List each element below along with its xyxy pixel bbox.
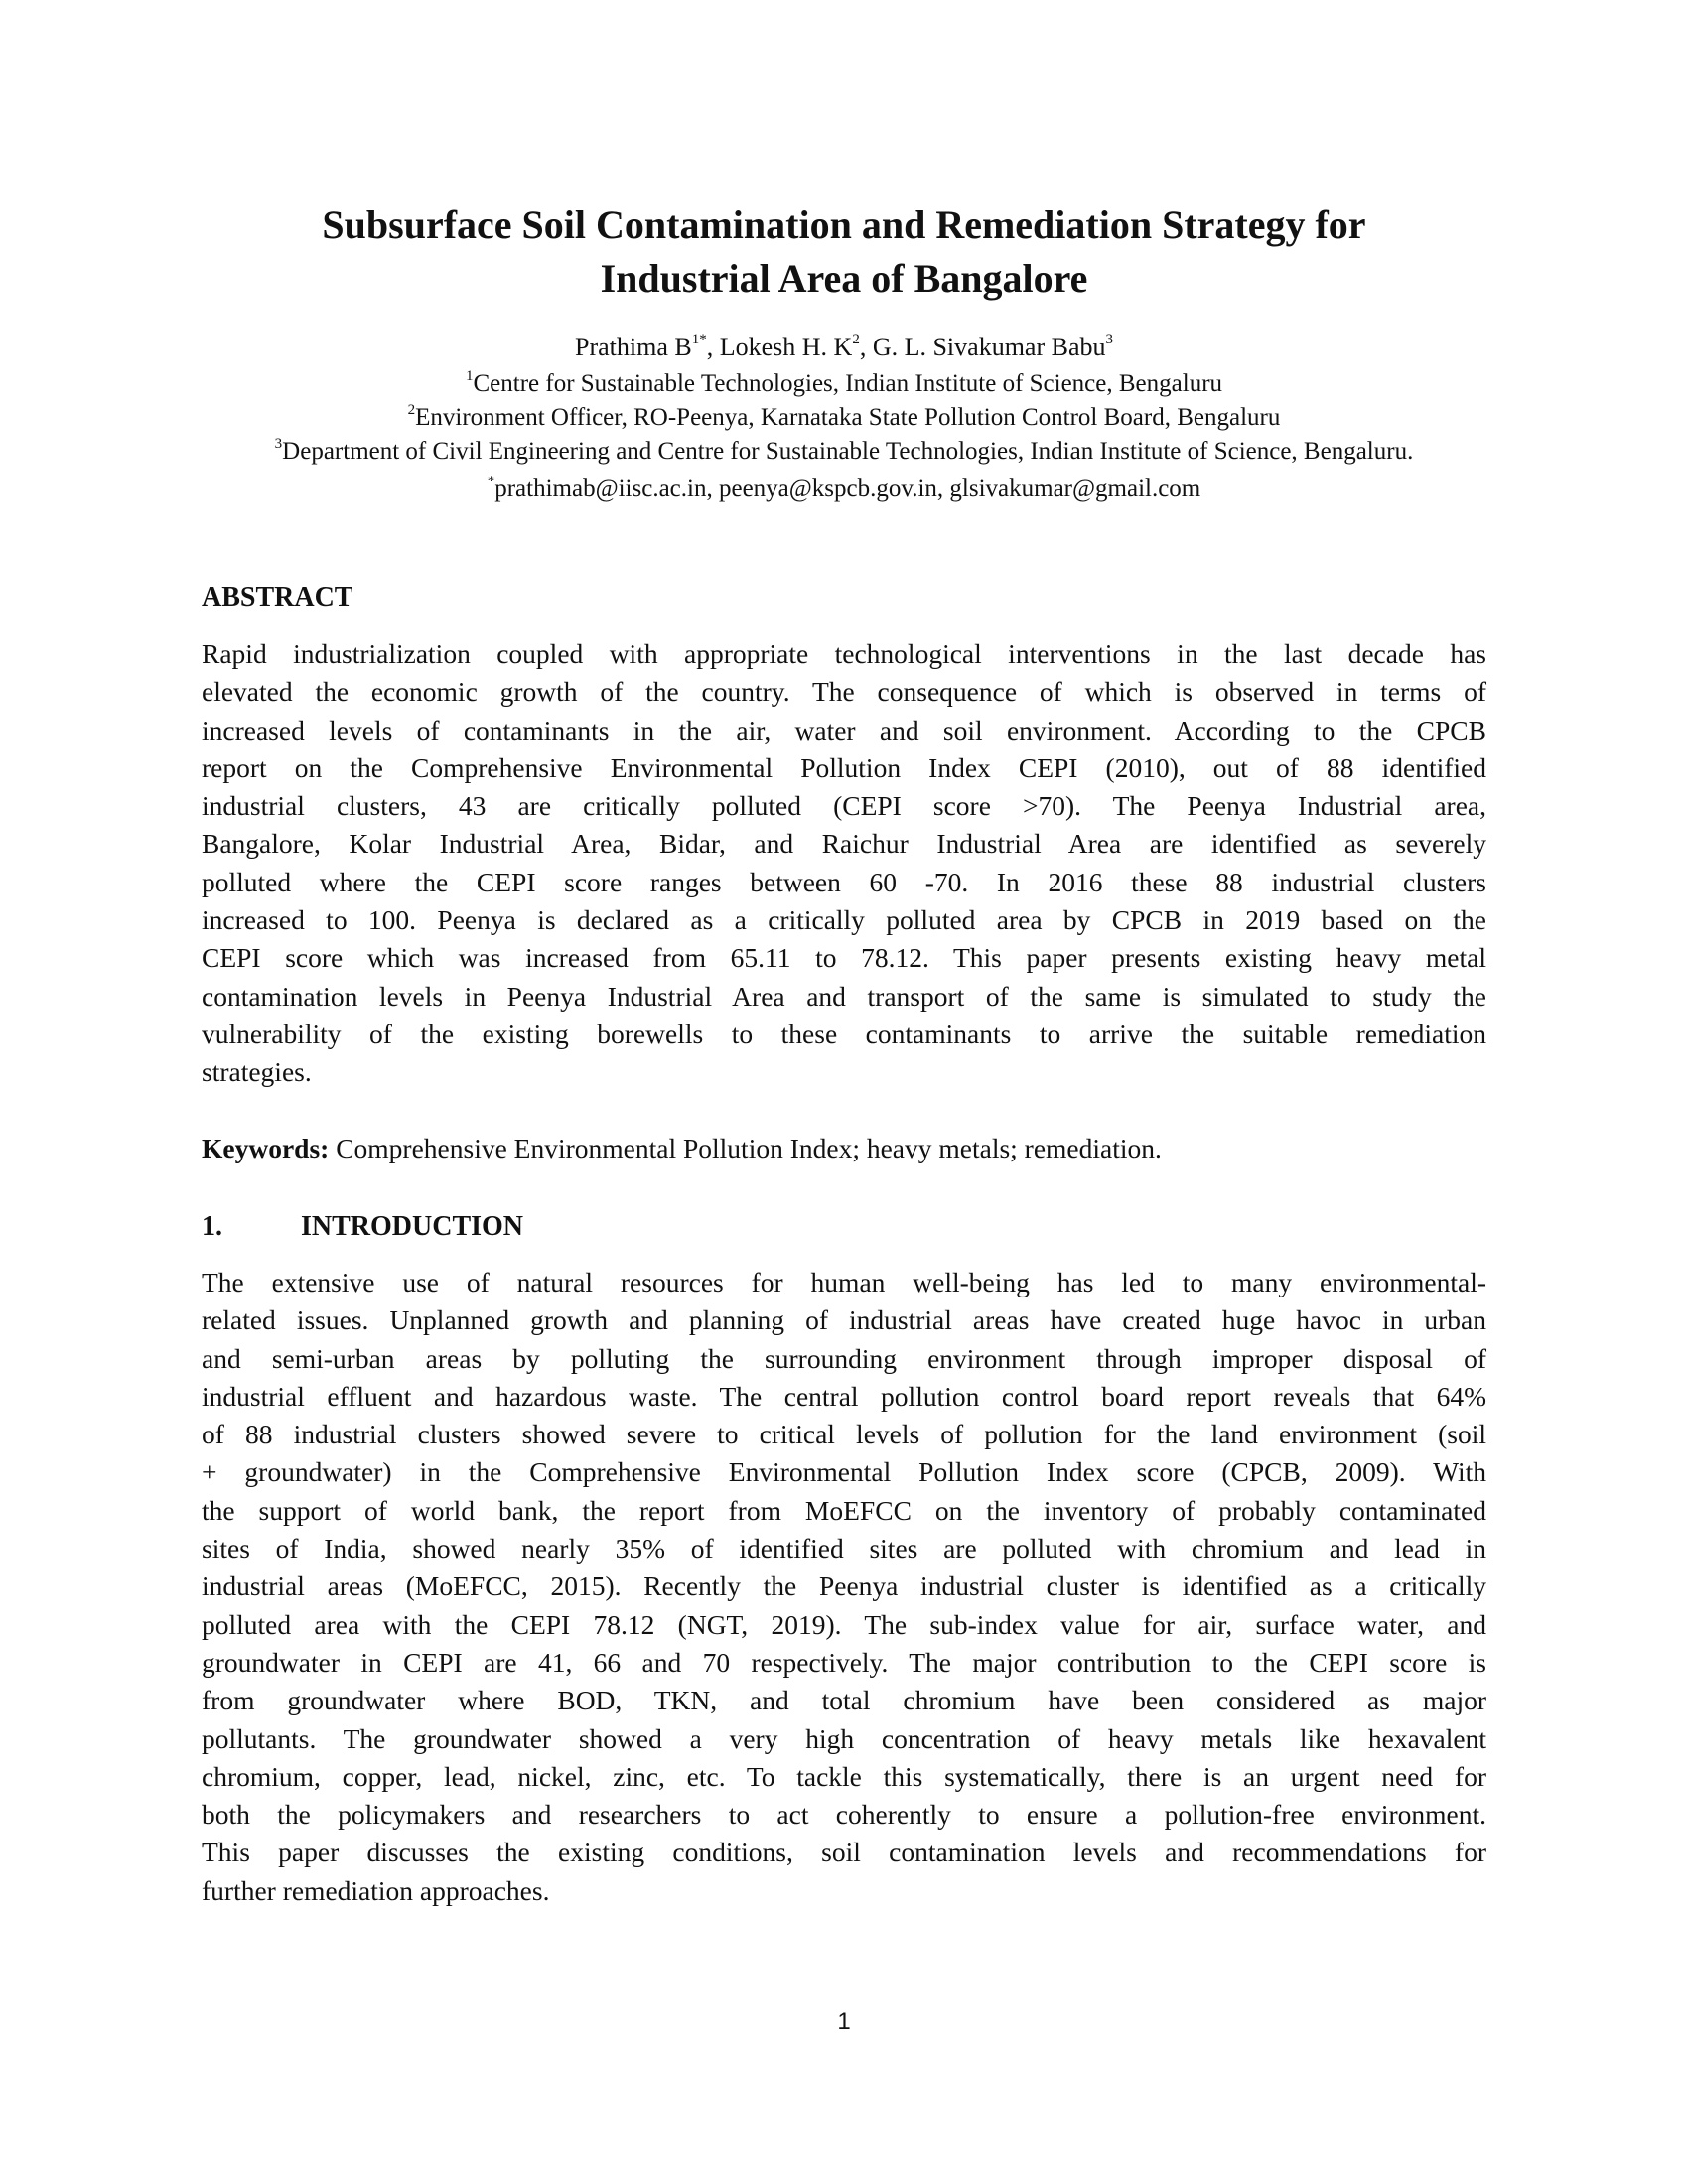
- introduction-line: polluted area with the CEPI 78.12 (NGT, 2019). The sub-index value for air, surface water, and: [202, 1608, 1486, 1640]
- abstract-heading: ABSTRACT: [202, 582, 353, 613]
- introduction-line: industrial areas (MoEFCC, 2015). Recently the Peenya industrial cluster is identified as a critically: [202, 1570, 1486, 1602]
- affiliation-3: [159, 437, 1529, 467]
- author-affiliation-marker: 2: [852, 332, 860, 348]
- affiliation-1: [159, 369, 1529, 399]
- author-separator: ,: [859, 333, 873, 361]
- affiliation-text: Centre for Sustainable Technologies, Indian Institute of Science, Bengaluru: [473, 370, 1223, 397]
- introduction-line: groundwater in CEPI are 41, 66 and 70 respectively. The major contribution to the CEPI score is: [202, 1646, 1486, 1678]
- author-affiliation-marker: 1*: [691, 332, 707, 348]
- affiliation-marker: 1: [465, 367, 474, 384]
- abstract-paragraph: [202, 635, 1486, 1092]
- introduction-line: The extensive use of natural resources for human well-being has led to many environmental-: [202, 1267, 1486, 1297]
- introduction-line: + groundwater) in the Comprehensive Environmental Pollution Index score (CPCB, 2009). With: [202, 1456, 1486, 1488]
- introduction-line: and semi-urban areas by polluting the surrounding environment through improper disposal of: [202, 1342, 1486, 1374]
- introduction-line: from groundwater where BOD, TKN, and total chromium have been considered as major: [202, 1685, 1486, 1716]
- paper-title-line-2: Industrial Area of Bangalore: [600, 256, 1088, 301]
- abstract-line: elevated the economic growth of the country. The consequence of which is observed in terms of: [202, 676, 1486, 708]
- keywords-label: Keywords:: [202, 1133, 330, 1163]
- contact-emails: [159, 475, 1529, 504]
- abstract-line: increased to 100. Peenya is declared as a critically polluted area by CPCB in 2019 based on the: [202, 904, 1486, 936]
- keywords-text: Comprehensive Environmental Pollution Index; heavy metals; remediation.: [329, 1133, 1162, 1163]
- introduction-line: both the policymakers and researchers to act coherently to ensure a pollution-free environment.: [202, 1799, 1486, 1831]
- section-title: INTRODUCTION: [301, 1211, 524, 1242]
- affiliation-text: Department of Civil Engineering and Centre for Sustainable Technologies, Indian Institute of Science, Bengaluru.: [282, 438, 1414, 465]
- abstract-line: increased levels of contaminants in the air, water and soil environment. According to the CPCB: [202, 714, 1486, 746]
- abstract-line: vulnerability of the existing borewells to these contaminants to arrive the suitable remediation: [202, 1018, 1486, 1049]
- author-name: Prathima B: [575, 333, 692, 361]
- author-name: Lokesh H. K: [719, 333, 853, 361]
- abstract-line: Rapid industrialization coupled with appropriate technological interventions in the last decade has: [202, 638, 1486, 669]
- abstract-line: strategies.: [202, 1056, 312, 1088]
- paper-title-line-1: Subsurface Soil Contamination and Remediation Strategy for: [322, 203, 1366, 247]
- introduction-line: This paper discusses the existing conditions, soil contamination levels and recommendations for: [202, 1837, 1486, 1868]
- affiliation-marker: 2: [407, 401, 416, 418]
- keywords: [202, 1132, 1162, 1165]
- abstract-line: polluted where the CEPI score ranges between 60 -70. In 2016 these 88 industrial clusters: [202, 866, 1486, 897]
- abstract-line: report on the Comprehensive Environmental Pollution Index CEPI (2010), out of 88 identified: [202, 751, 1486, 783]
- author-separator: ,: [706, 333, 720, 361]
- section-number: 1.: [202, 1211, 222, 1242]
- paper-title: [199, 199, 1489, 306]
- abstract-line: Bangalore, Kolar Industrial Area, Bidar, and Raichur Industrial Area are identified as severely: [202, 828, 1486, 860]
- affiliation-text: Environment Officer, RO-Peenya, Karnataka State Pollution Control Board, Bengaluru: [415, 404, 1281, 431]
- affiliation-2: [159, 403, 1529, 433]
- introduction-line: related issues. Unplanned growth and planning of industrial areas have created huge havoc in urban: [202, 1304, 1486, 1336]
- email-list: prathimab@iisc.ac.in, peenya@kspcb.gov.in, glsivakumar@gmail.com: [494, 476, 1201, 502]
- author-list: [159, 333, 1529, 362]
- abstract-line: CEPI score which was increased from 65.11 to 78.12. This paper presents existing heavy metal: [202, 942, 1486, 974]
- author-name: G. L. Sivakumar Babu: [872, 333, 1106, 361]
- page-number: 1: [837, 2008, 851, 2035]
- affiliation-marker: 3: [274, 435, 283, 452]
- introduction-line: pollutants. The groundwater showed a very high concentration of heavy metals like hexavalent: [202, 1722, 1486, 1754]
- introduction-line: of 88 industrial clusters showed severe to critical levels of pollution for the land environment (soil: [202, 1419, 1486, 1450]
- introduction-paragraph: [202, 1264, 1486, 1910]
- introduction-line: the support of world bank, the report from MoEFCC on the inventory of probably contaminated: [202, 1494, 1486, 1526]
- introduction-line: further remediation approaches.: [202, 1874, 550, 1906]
- abstract-line: industrial clusters, 43 are critically polluted (CEPI score >70). The Peenya Industrial area,: [202, 790, 1486, 822]
- introduction-line: sites of India, showed nearly 35% of identified sites are polluted with chromium and lead in: [202, 1533, 1486, 1565]
- author-affiliation-marker: 3: [1105, 332, 1113, 348]
- introduction-line: industrial effluent and hazardous waste. The central pollution control board report reveals that 64%: [202, 1380, 1486, 1412]
- abstract-line: contamination levels in Peenya Industrial Area and transport of the same is simulated to study the: [202, 980, 1486, 1012]
- introduction-line: chromium, copper, lead, nickel, zinc, etc. To tackle this systematically, there is an urgent need for: [202, 1760, 1486, 1792]
- introduction-heading: [202, 1210, 523, 1244]
- corresponding-marker: *: [487, 473, 495, 489]
